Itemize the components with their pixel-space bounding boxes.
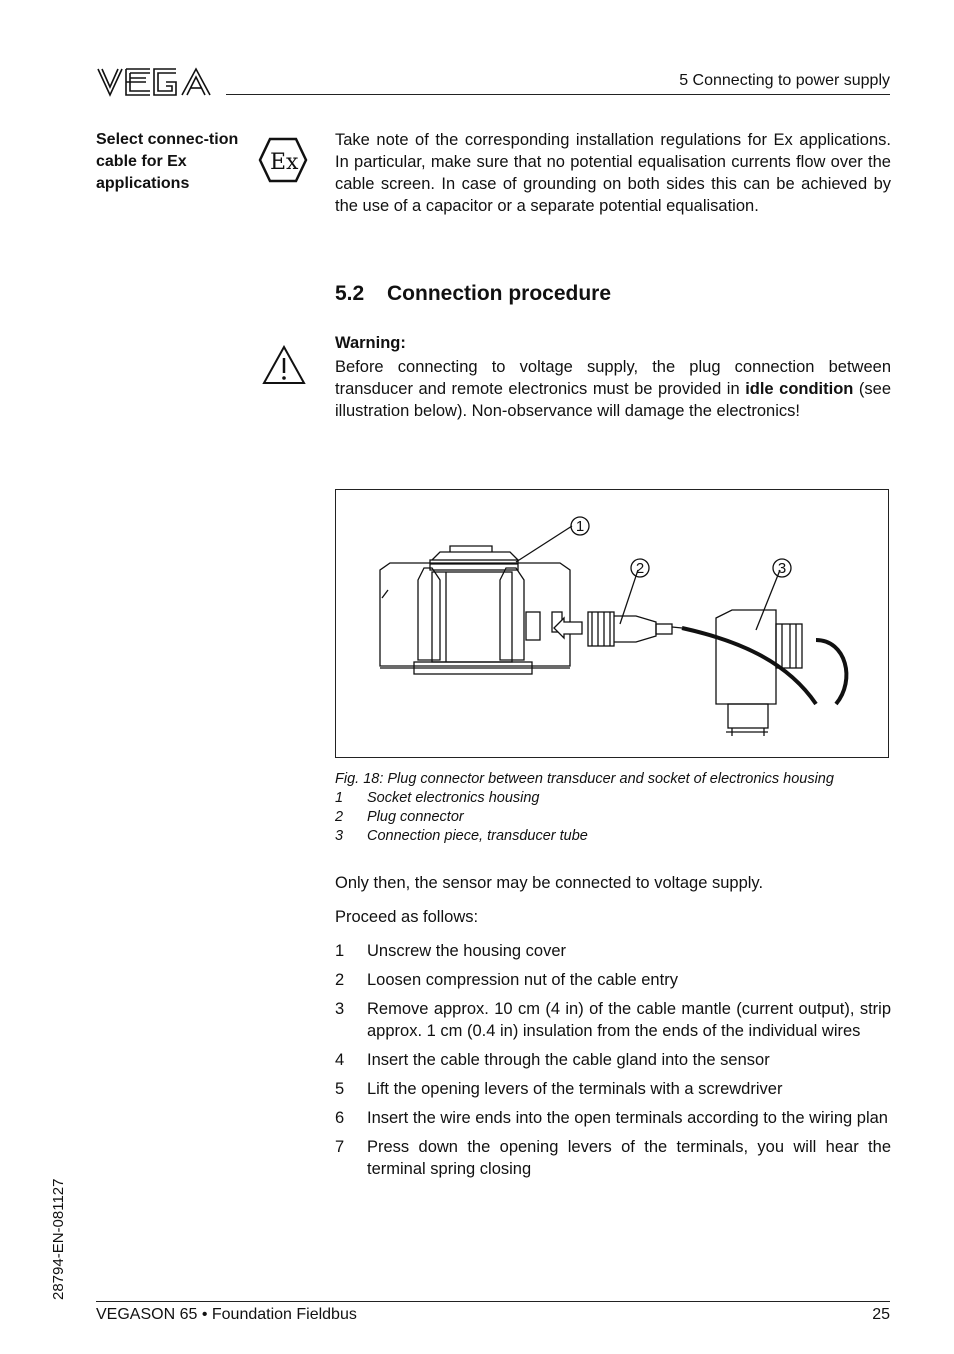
step-item	[335, 940, 891, 962]
warning-title: Warning:	[335, 334, 406, 352]
step-text: Loosen compression nut of the cable entry	[367, 971, 678, 989]
footer-product: VEGASON 65 • Foundation Fieldbus	[96, 1306, 357, 1323]
warning-text	[335, 356, 891, 422]
legend-num: 2	[335, 809, 344, 825]
step-number: 4	[335, 1051, 345, 1069]
step-item	[335, 1049, 891, 1071]
step-item	[335, 969, 891, 991]
step-text: Press down the opening levers of the terminals, you will hear the terminal spring closing	[367, 1138, 891, 1178]
step-text: Insert the cable through the cable gland into the sensor	[367, 1051, 770, 1069]
step-number: 6	[335, 1109, 345, 1127]
callout-2-label: 2	[635, 560, 645, 577]
warning-text-part: Before connecting to voltage supply, the plug connection between transducer and remote electronics must be provided in	[335, 358, 891, 398]
step-number: 1	[335, 942, 345, 960]
step-item	[335, 998, 891, 1042]
warning-triangle-icon	[262, 345, 306, 385]
procedure-intro: Only then, the sensor may be connected to voltage supply.	[335, 874, 764, 892]
plug-body	[614, 616, 656, 642]
figure-caption	[335, 770, 895, 846]
ex-side-label: Select connec-tion cable for Ex applications	[96, 131, 239, 192]
figure-plug-connector	[335, 489, 889, 758]
step-item	[335, 1136, 891, 1180]
step-text: Lift the opening levers of the terminals with a screwdriver	[367, 1080, 783, 1098]
legend-text: Plug connector	[367, 809, 464, 825]
warning-text-bold: idle condition	[745, 380, 854, 398]
ex-paragraph: Take note of the corresponding installation regulations for Ex applications. In particular, make sure that no potential equalisation currents flow over the cable screen. In case of grounding on both sides this can be achieved by the use of a capacitor or a separate potential equalisation.	[335, 131, 891, 215]
step-number: 3	[335, 1000, 345, 1018]
legend-item	[335, 789, 895, 808]
section-number: 5.2	[335, 282, 365, 305]
page-number: 25	[872, 1306, 890, 1323]
socket-left-lug	[418, 568, 440, 660]
step-item	[335, 1107, 891, 1129]
callout-1-label: 1	[575, 518, 585, 535]
svg-text:Ex: Ex	[270, 150, 299, 175]
vega-logo	[96, 66, 214, 98]
step-number: 5	[335, 1080, 345, 1098]
legend-text: Connection piece, transducer tube	[367, 828, 588, 844]
step-number: 7	[335, 1138, 345, 1156]
header-section-title: 5 Connecting to power supply	[679, 72, 890, 89]
legend-text: Socket electronics housing	[367, 790, 540, 806]
step-number: 2	[335, 971, 345, 989]
warning-text-part: (see illustration below). Non-observance will damage the electronics!	[335, 380, 892, 420]
header-rule	[226, 94, 890, 95]
legend-item	[335, 827, 895, 846]
footer-rule	[96, 1301, 890, 1302]
callout-3-label: 3	[777, 560, 787, 577]
legend-num: 3	[335, 828, 344, 844]
step-text: Remove approx. 10 cm (4 in) of the cable mantle (current output), strip approx. 1 cm (0.4 in) insulation from the ends of the individual wires	[367, 1000, 891, 1040]
procedure-lead: Proceed as follows:	[335, 908, 479, 926]
step-item	[335, 1078, 891, 1100]
legend-item	[335, 808, 895, 827]
step-text: Insert the wire ends into the open terminals according to the wiring plan	[367, 1109, 888, 1127]
document-id: 28794-EN-081127	[50, 1178, 67, 1300]
housing-base	[380, 563, 570, 666]
figure-illustration	[336, 490, 890, 759]
step-text: Unscrew the housing cover	[367, 942, 567, 960]
caption-title: Fig. 18: Plug connector between transducer and socket of electronics housing	[335, 771, 834, 787]
cable-gland	[776, 624, 802, 668]
legend-num: 1	[335, 790, 344, 806]
ex-explosion-protection-icon	[258, 137, 308, 183]
procedure-steps	[335, 940, 891, 1187]
section-heading	[335, 282, 611, 306]
section-title: Connection procedure	[387, 282, 612, 305]
